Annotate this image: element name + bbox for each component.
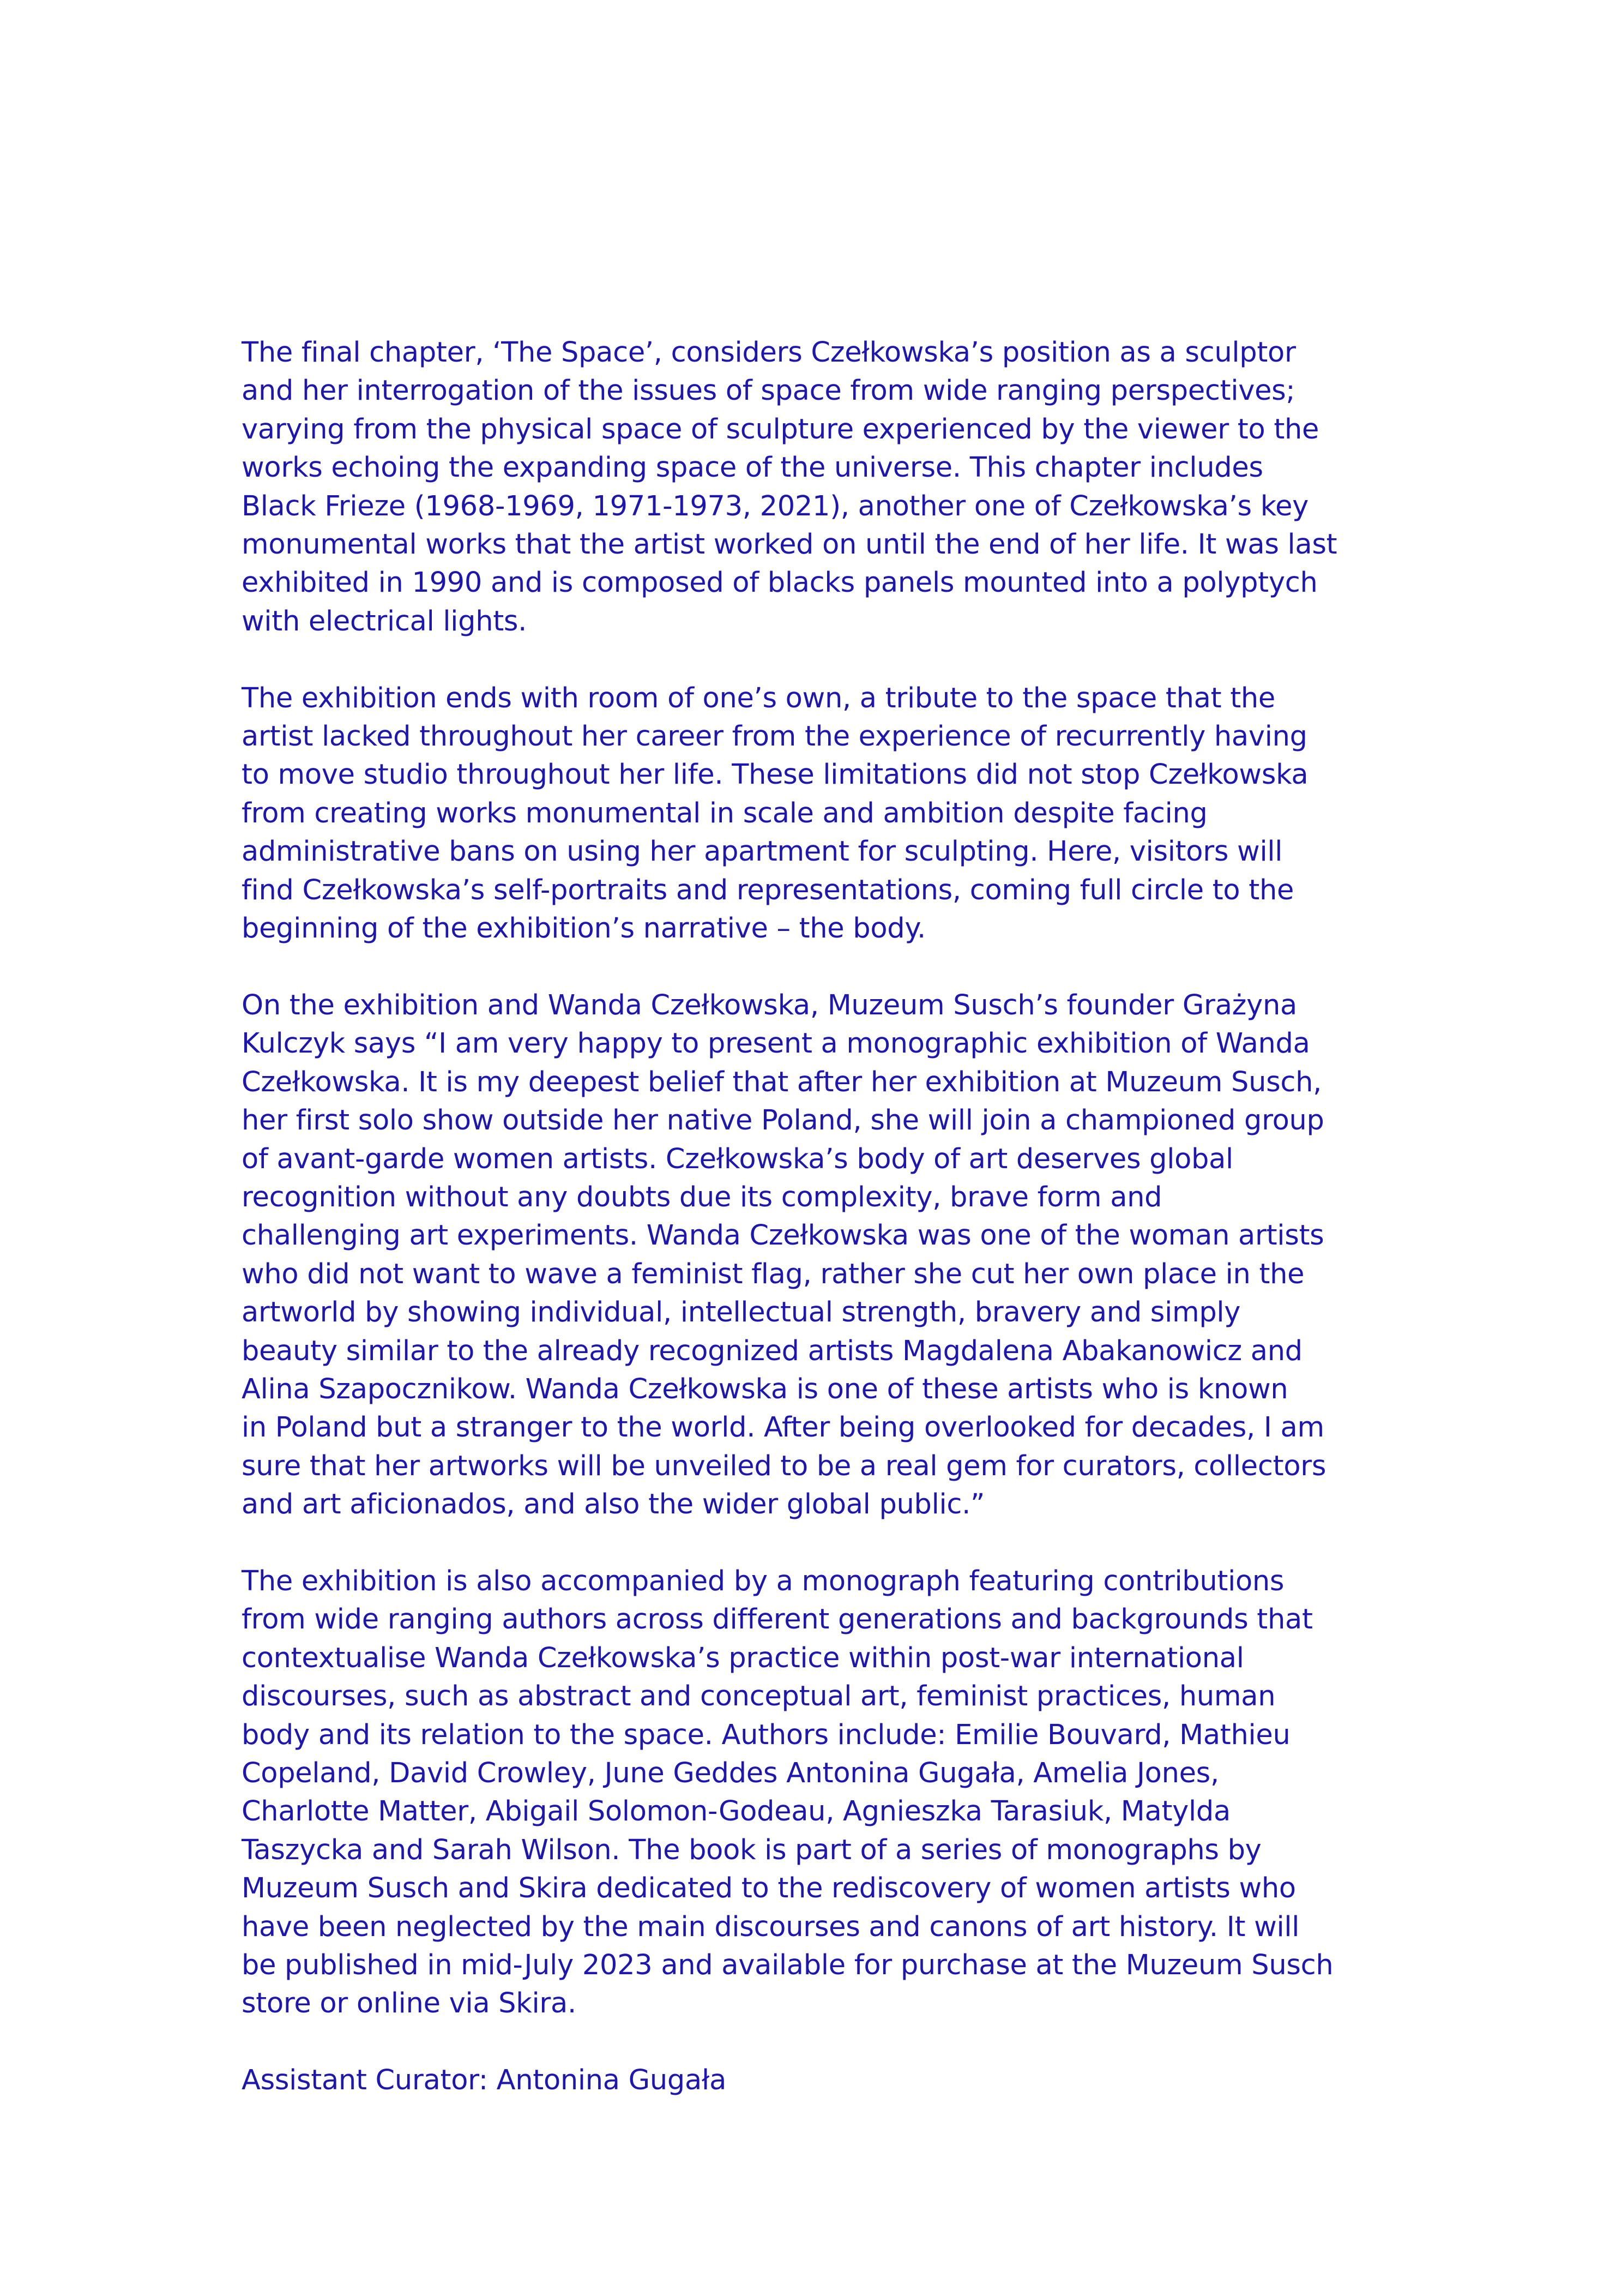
assistant-curator-credit: Assistant Curator: Antonina Gugała — [242, 2064, 727, 2097]
document-body — [242, 334, 1408, 2100]
paragraph-monograph: The exhibition is also accompanied by a monograph featuring contributions from wide ranging authors across different generations and backgrounds that contextualise Wanda Czełkowska’s practice within post-war international discourses, such as abstract and conceptual art, feminist practices, human body and its relation to the space. Authors include: Emilie Bouvard, Mathieu Copeland, David Crowley, June Geddes Antonina Gugała, Amelia Jones, Charlotte Matter, Abigail Solomon-Godeau, Agnieszka Tarasiuk, Matylda Taszycka and Sarah Wilson. The book is part of a series of monographs by Muzeum Susch and Skira dedicated to the rediscovery of women artists who have been neglected by the main discourses and canons of art history. It will be published in mid-July 2023 and available for purchase at the Muzeum Susch store or online via Skira. — [242, 1565, 1334, 2020]
paragraph-room-of-ones-own: The exhibition ends with room of one’s own, a tribute to the space that the artist lacked throughout her career from the experience of recurrently having to move studio throughout her life. These limitations did not stop Czełkowska from creating works monumental in scale and ambition despite facing administrative bans on using her apartment for sculpting. Here, visitors will find Czełkowska’s self-portraits and representations, coming full circle to the beginning of the exhibition’s narrative – the body. — [242, 682, 1309, 945]
paragraph-the-space-chapter: The final chapter, ‘The Space’, considers Czełkowska’s position as a sculptor and her interrogation of the issues of space from wide ranging perspectives; varying from the physical space of sculpture experienced by the viewer to the works echoing the expanding space of the universe. This chapter includes Black Frieze (1968-1969, 1971-1973, 2021), another one of Czełkowska’s key monumental works that the artist worked on until the end of her life. It was last exhibited in 1990 and is composed of blacks panels mounted into a polyptych with electrical lights. — [242, 336, 1337, 638]
paragraph-founder-quote: On the exhibition and Wanda Czełkowska, Muzeum Susch’s founder Grażyna Kulczyk says “I am very happy to present a monographic exhibition of Wanda Czełkowska. It is my deepest belief that after her exhibition at Muzeum Susch, her first solo show outside her native Poland, she will join a championed group of avant-garde women artists. Czełkowska’s body of art deserves global recognition without any doubts due its complexity, brave form and challenging art experiments. Wanda Czełkowska was one of the woman artists who did not want to wave a feminist flag, rather she cut her own place in the artworld by showing individual, intellectual strength, bravery and simply beauty similar to the already recognized artists Magdalena Abakanowicz and Alina Szapocznikow. Wanda Czełkowska is one of these artists who is known in Poland but a stranger to the world. After being overlooked for decades, I am sure that her artworks will be unveiled to be a real gem for curators, collectors and art aficionados, and also the wider global public.” — [242, 989, 1326, 1521]
